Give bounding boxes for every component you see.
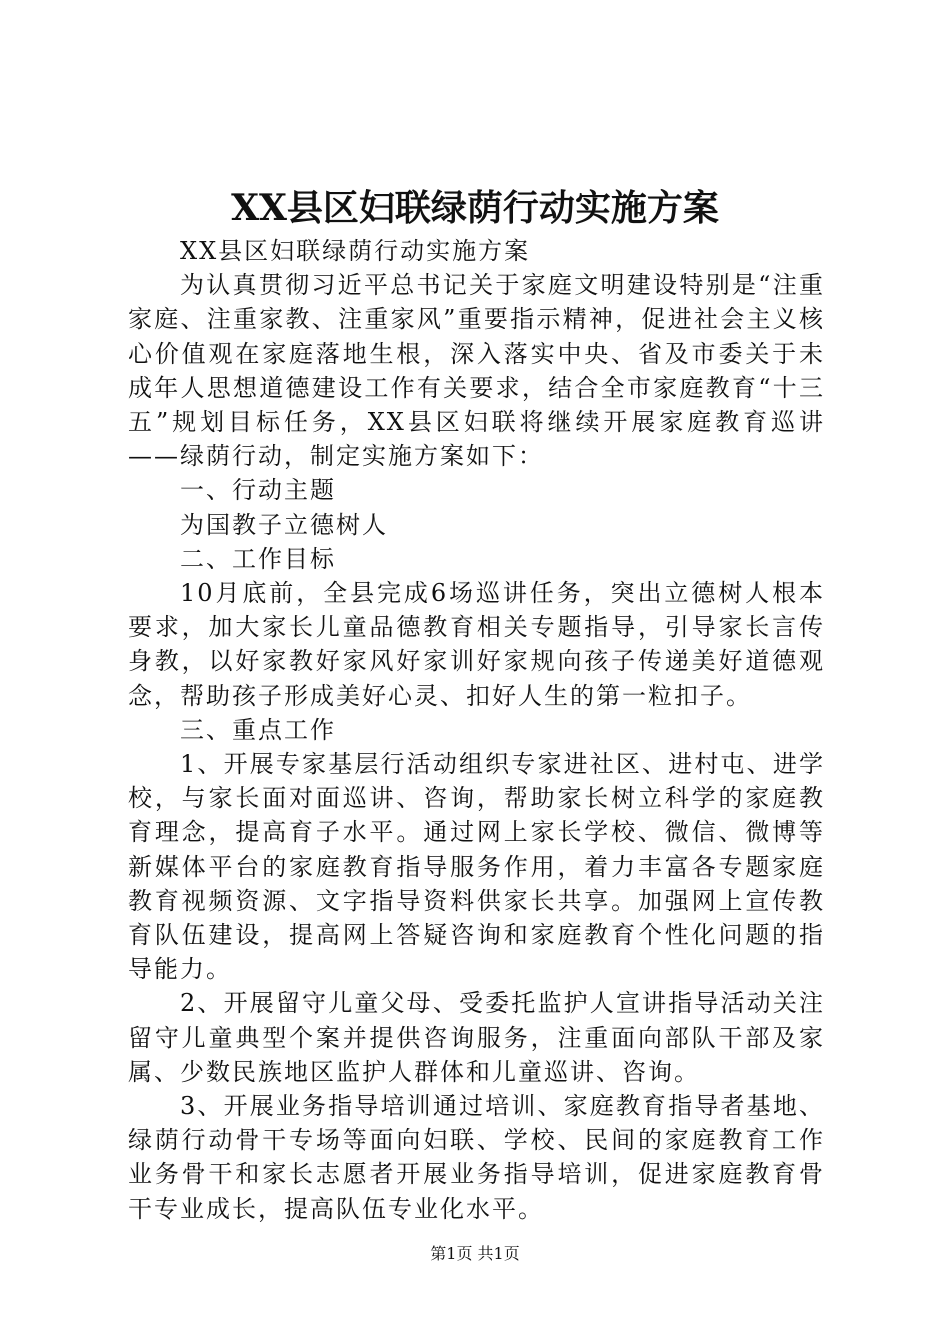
key-work-item-3: 3、开展业务指导培训通过培训、家庭教育指导者基地、绿荫行动骨干专场等面向妇联、学校、民间的家庭教育工作业务骨干和家长志愿者开展业务指导培训，促进家庭教育骨干专业成长，提高队伍专业化水平。	[128, 1092, 825, 1223]
section-heading-theme: 一、行动主题	[180, 476, 336, 505]
goals-paragraph: 10月底前，全县完成6场巡讲任务，突出立德树人根本要求，加大家长儿童品德教育相关专题指导，引导家长言传身教，以好家教好家风好家训好家规向孩子传递美好道德观念，帮助孩子形成美好心灵、扣好人生的第一粒扣子。	[128, 579, 825, 710]
document-body	[128, 234, 825, 1226]
section-heading-goals: 二、工作目标	[180, 544, 336, 573]
page-number-footer: 第1页 共1页	[430, 1244, 520, 1263]
document-title: XX县区妇联绿荫行动实施方案	[231, 187, 719, 229]
intro-paragraph: 为认真贯彻习近平总书记关于家庭文明建设特别是“注重家庭、注重家教、注重家风”重要指示精神，促进社会主义核心价值观在家庭落地生根，深入落实中央、省及市委关于未成年人思想道德建设工作有关要求，结合全市家庭教育“十三五”规划目标任务，XX县区妇联将继续开展家庭教育巡讲——绿荫行动，制定实施方案如下：	[128, 271, 825, 471]
key-work-item-1: 1、开展专家基层行活动组织专家进社区、进村屯、进学校，与家长面对面巡讲、咨询，帮助家长树立科学的家庭教育理念，提高育子水平。通过网上家长学校、微信、微博等新媒体平台的家庭教育指导服务作用，着力丰富各专题家庭教育视频资源、文字指导资料供家长共享。加强网上宣传教育队伍建设，提高网上答疑咨询和家庭教育个性化问题的指导能力。	[128, 750, 825, 984]
section-heading-key-work: 三、重点工作	[180, 715, 336, 744]
theme-paragraph: 为国教子立德树人	[180, 510, 388, 539]
subtitle-paragraph: XX县区妇联绿荫行动实施方案	[180, 237, 531, 265]
key-work-item-2: 2、开展留守儿童父母、受委托监护人宣讲指导活动关注留守儿童典型个案并提供咨询服务，注重面向部队干部及家属、少数民族地区监护人群体和儿童巡讲、咨询。	[128, 989, 825, 1086]
